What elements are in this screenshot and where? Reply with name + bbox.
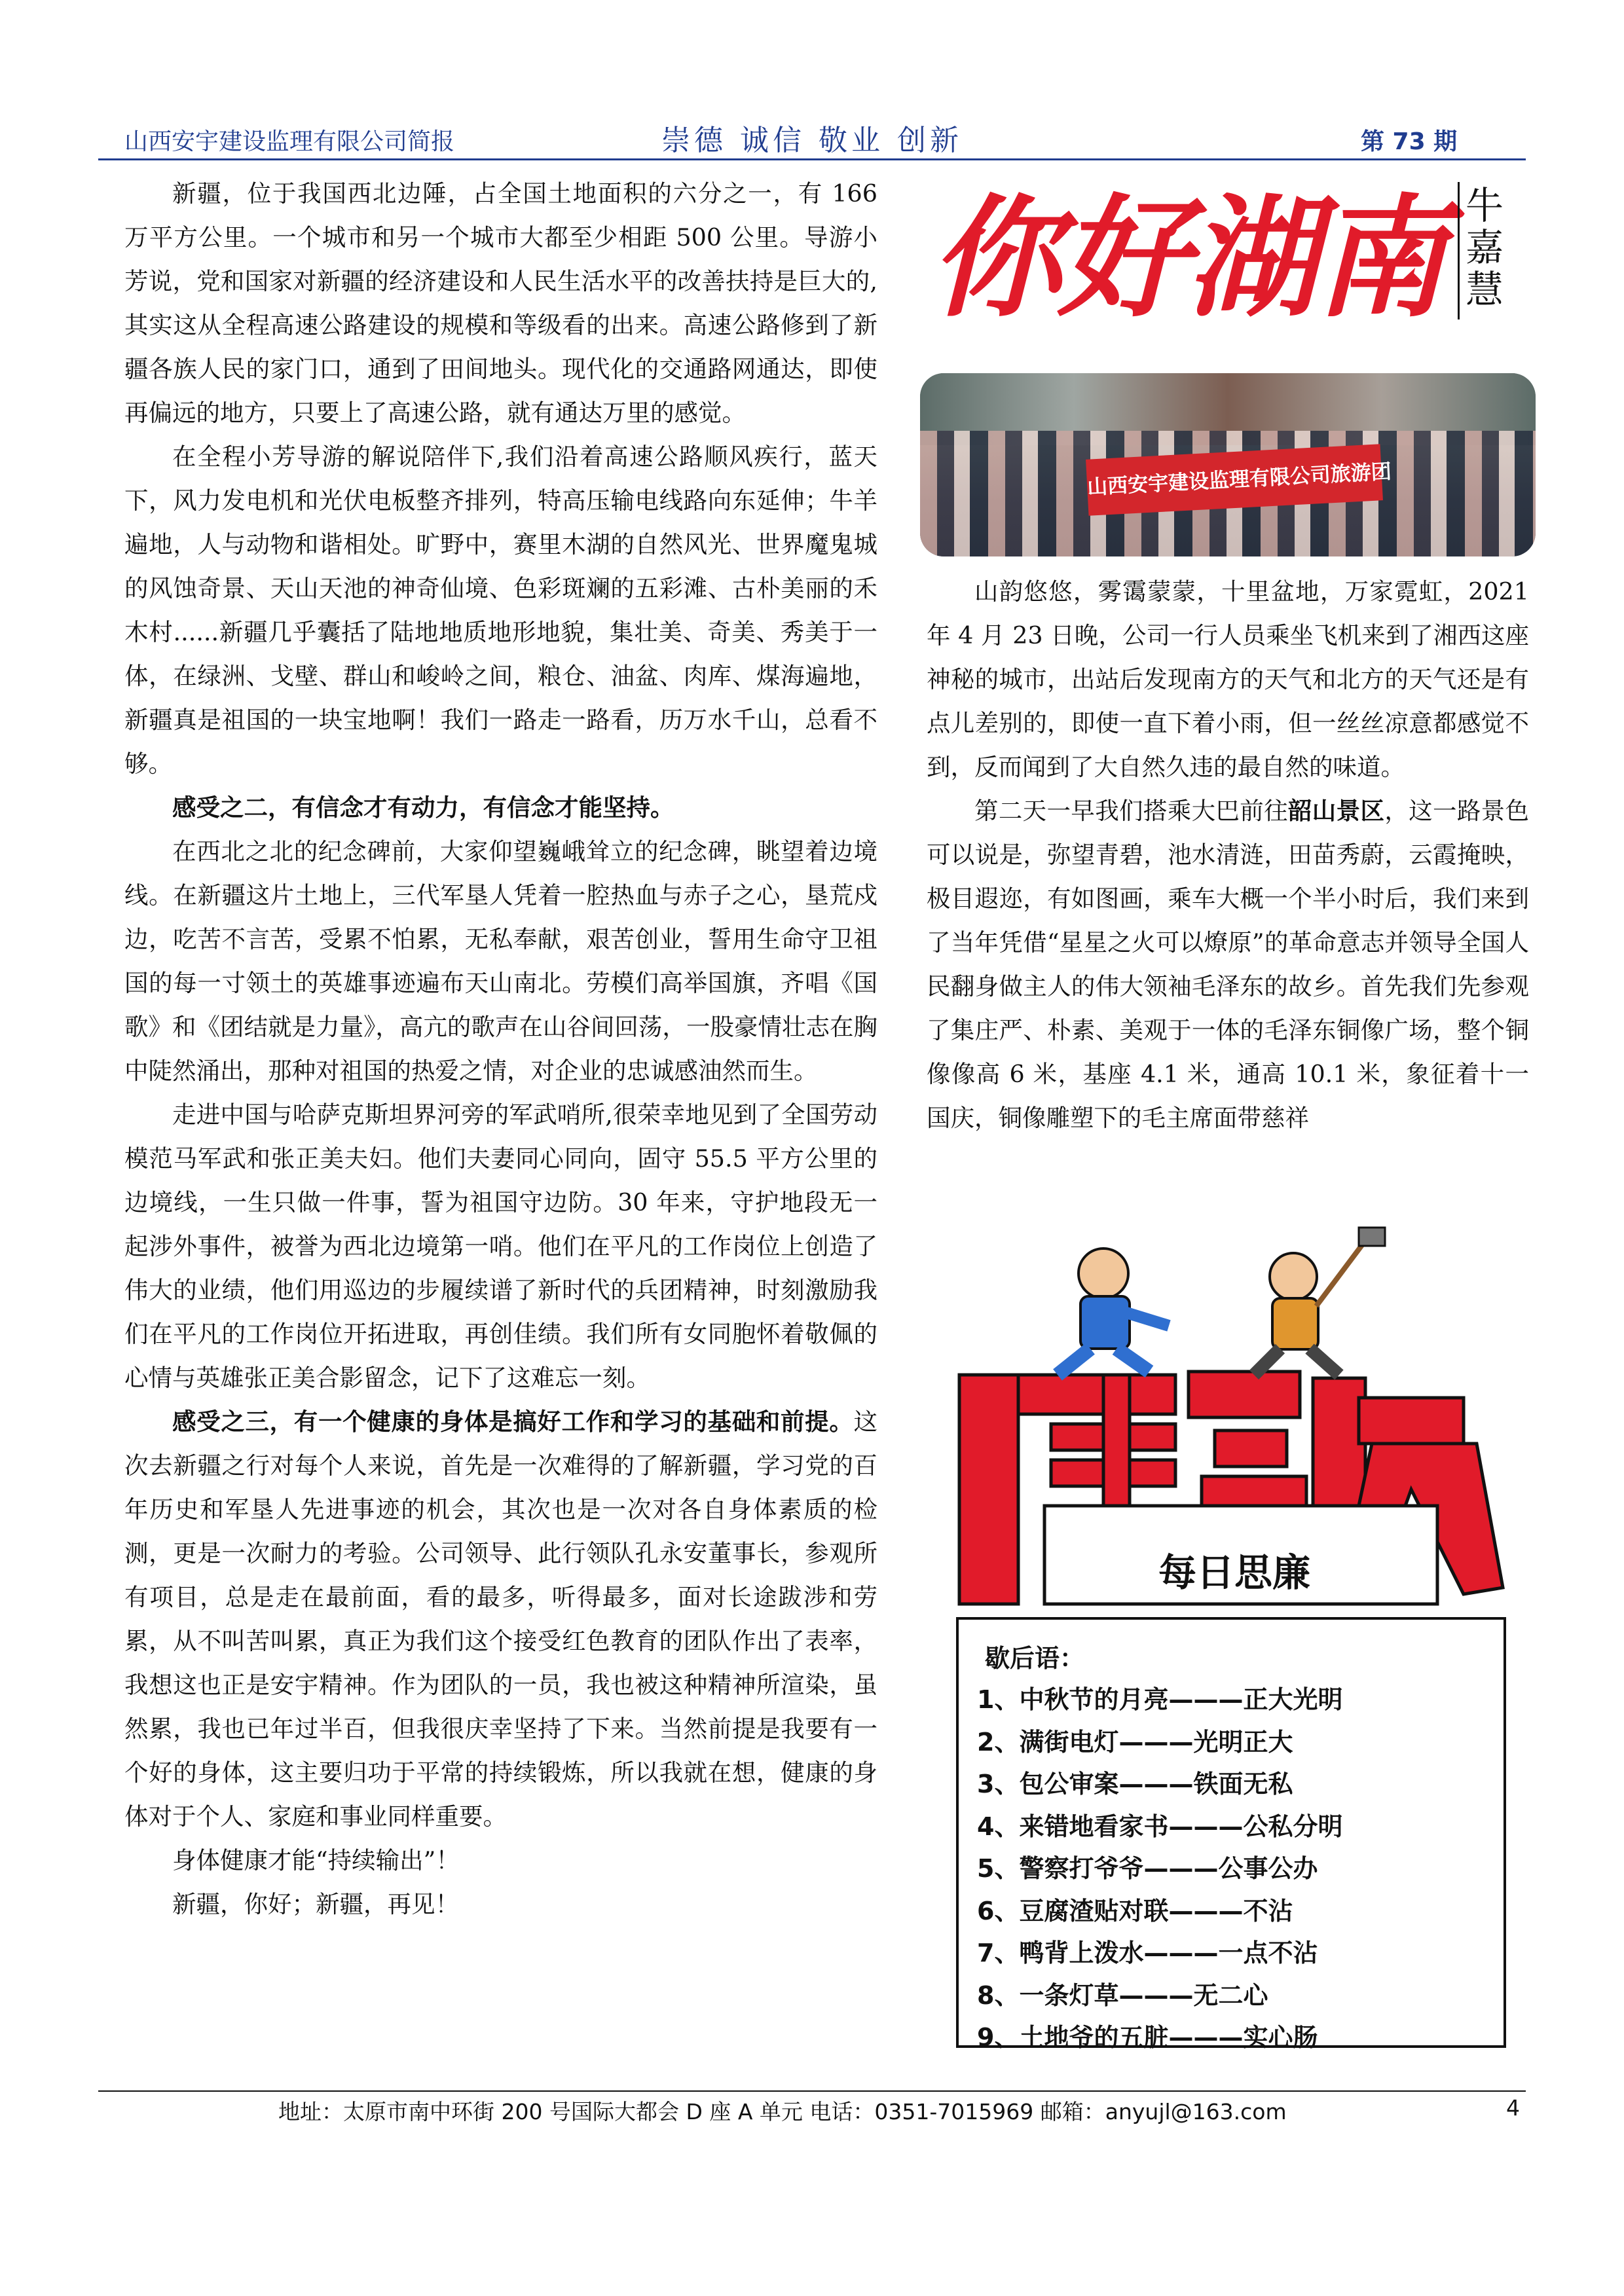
paragraph: 在全程小芳导游的解说陪伴下,我们沿着高速公路顺风疾行，蓝天下，风力发电机和光伏电板整齐排列，特高压输电线路向东延伸；牛羊遍地，人与动物和谐相处。旷野中，赛里木湖的自然风光、世界魔鬼城的风蚀奇景、天山天池的神奇仙境、色彩斑斓的五彩滩、古朴美丽的禾木村......新疆几乎囊括了陆地地质地形地貌，集壮美、奇美、秀美于一体，在绿洲、戈壁、群山和峻岭之间，粮仓、油盆、肉库、煤海遍地，新疆真是祖国的一块宝地啊！我们一路走一路看，历万水千山，总看不够。 <box>124 443 877 778</box>
runner-right-graphic <box>1254 1228 1385 1375</box>
highlight-place: 韶山景区 <box>1287 797 1385 825</box>
paragraph: 新疆，位于我国西北边陲，占全国土地面积的六分之一，有 166 万平方公里。一个城市和另一个城市大都至少相距 500 公里。导游小芳说，党和国家对新疆的经济建设和人民生活水平的改善扶持是巨大的,其实这从全程高速公路建设的规模和等级看的出来。高速公路修到了新疆各族人民的家门口，通到了田间地头。现代化的交通路网通达，即使再偏远的地方，只要上了高速公路，就有通达万里的感觉。 <box>124 179 877 427</box>
section-heading: 感受之二，有信念才有动力，有信念才能坚持。 <box>172 793 674 822</box>
header-divider <box>98 158 1526 160</box>
page-number: 4 <box>1506 2095 1520 2121</box>
list-item: 4、来错地看家书———公私分明 <box>977 1812 1343 1841</box>
article-hunan <box>927 570 1529 1140</box>
author-divider <box>1458 182 1460 319</box>
paragraph: 走进中国与哈萨克斯坦界河旁的军武哨所,很荣幸地见到了全国劳动模范马军武和张正美夫妇。他们夫妻同心同向，固守 55.5 平方公里的边境线，一生只做一件事，誓为祖国守边防。30 年来，守护地段无一起涉外事件，被誉为西北边境第一哨。他们在平凡的工作岗位上创造了伟大的业绩，他们用巡边的步履续谱了新时代的兵团精神，时刻激励我们在平凡的工作岗位开拓进取，再创佳绩。我们所有女同胞怀着敬佩的心情与英雄张正美合影留念，记下了这难忘一刻。 <box>124 1101 877 1392</box>
list-item: 3、包公审案———铁面无私 <box>977 1770 1293 1798</box>
list-item: 6、豆腐渣贴对联———不沾 <box>977 1896 1293 1925</box>
company-name: 山西安宇建设监理有限公司简报 <box>124 128 455 155</box>
footer-contact: 地址：太原市南中环街 200 号国际大都会 D 座 A 单元 电话：0351-7015969 邮箱：anyujl@163.com <box>278 2099 1287 2124</box>
article-title: 你好湖南 <box>930 181 1444 335</box>
paragraph: 身体健康才能“持续输出”！ <box>172 1846 460 1874</box>
paragraph: 山韵悠悠，雾霭蒙蒙，十里盆地，万家霓虹，2021 年 4 月 23 日晚，公司一行人员乘坐飞机来到了湘西这座神秘的城市，出站后发现南方的天气和北方的天气还是有点儿差别的，即使一直下着小雨，但一丝丝凉意都感觉不到，反而闻到了大自然久违的最自然的味道。 <box>927 577 1529 781</box>
author-name: 牛嘉慧 <box>1466 183 1504 312</box>
list-item: 9、土地爷的五脏———实心肠 <box>977 2023 1318 2052</box>
idioms-heading: 歇后语： <box>985 1643 1085 1673</box>
article-xinjiang <box>124 172 877 1926</box>
article-title-block <box>930 177 1493 347</box>
paragraph: 第二天一早我们搭乘大巴前往韶山景区，这一路景色可以说是，弥望青碧，池水清涟，田苗秀蔚，云霞掩映，极目遐迩，有如图画，乘车大概一个半小时后，我们来到了当年凭借“星星之火可以燎原”的革命意志并领导全国人民翻身做主人的伟大领袖毛泽东的故乡。首先我们先参观了集庄严、朴素、美观于一体的毛泽东铜像广场，整个铜像像高 6 米，基座 4.1 米，通高 10.1 米，象征着十一国庆，铜像雕塑下的毛主席面带慈祥 <box>927 797 1530 1132</box>
list-item: 7、鸭背上泼水———一点不沾 <box>977 1939 1318 1967</box>
section-heading: 感受之三，有一个健康的身体是搞好工作和学习的基础和前提。 <box>172 1408 854 1436</box>
paragraph: 在西北之北的纪念碑前，大家仰望巍峨耸立的纪念碑，眺望着边境线。在新疆这片土地上，三代军垦人凭着一腔热血与赤子之心，垦荒戍边，吃苦不言苦，受累不怕累，无私奉献，艰苦创业，誓用生命守卫祖国的每一寸领土的英雄事迹遍布天山南北。劳模们高举国旗，齐唱《国歌》和《团结就是力量》，高亢的歌声在山谷间回荡，一股豪情壮志在胸中陡然涌出，那种对祖国的热爱之情，对企业的忠诚感油然而生。 <box>124 837 877 1085</box>
list-item: 5、警察打爷爷———公事公办 <box>977 1854 1318 1883</box>
list-item: 8、一条灯草———无二心 <box>977 1980 1268 2010</box>
list-item: 1、中秋节的月亮———正大光明 <box>977 1685 1343 1714</box>
illustration-caption: 每日思廉 <box>1158 1550 1310 1595</box>
photo-banner: 山西安宇建设监理有限公司旅游团 <box>1086 444 1383 515</box>
group-photo <box>920 373 1536 556</box>
runner-left-graphic <box>1058 1248 1169 1375</box>
footer-divider <box>98 2090 1526 2092</box>
issue-number: 第 73 期 <box>1361 128 1458 155</box>
company-motto: 崇德 诚信 敬业 创新 <box>661 124 963 157</box>
list-item: 2、满街电灯———光明正大 <box>977 1727 1293 1757</box>
idioms-box <box>956 1617 1506 2052</box>
paragraph: 感受之三，有一个健康的身体是搞好工作和学习的基础和前提。这次去新疆之行对每个人来说，首先是一次难得的了解新疆，学习党的百年历史和军垦人先进事迹的机会，其次也是一次对各自身体素质的检测，更是一次耐力的考验。公司领导、此行领队孔永安董事长，参观所有项目，总是走在最前面，看的最多，听得最多，面对长途跋涉和劳累，从不叫苦叫累，真正为我们这个接受红色教育的团队作出了表率，我想这也正是安宇精神。作为团队的一员，我也被这种精神所渲染，虽然累，我也已年过半百，但我很庆幸坚持了下来。当然前提是我要有一个好的身体，这主要归功于平常的持续锻炼，所以我就在想，健康的身体对于个人、家庭和事业同样重要。 <box>124 1408 877 1831</box>
paragraph: 新疆，你好；新疆，再见！ <box>172 1890 459 1918</box>
idioms-list <box>977 1679 1342 2059</box>
